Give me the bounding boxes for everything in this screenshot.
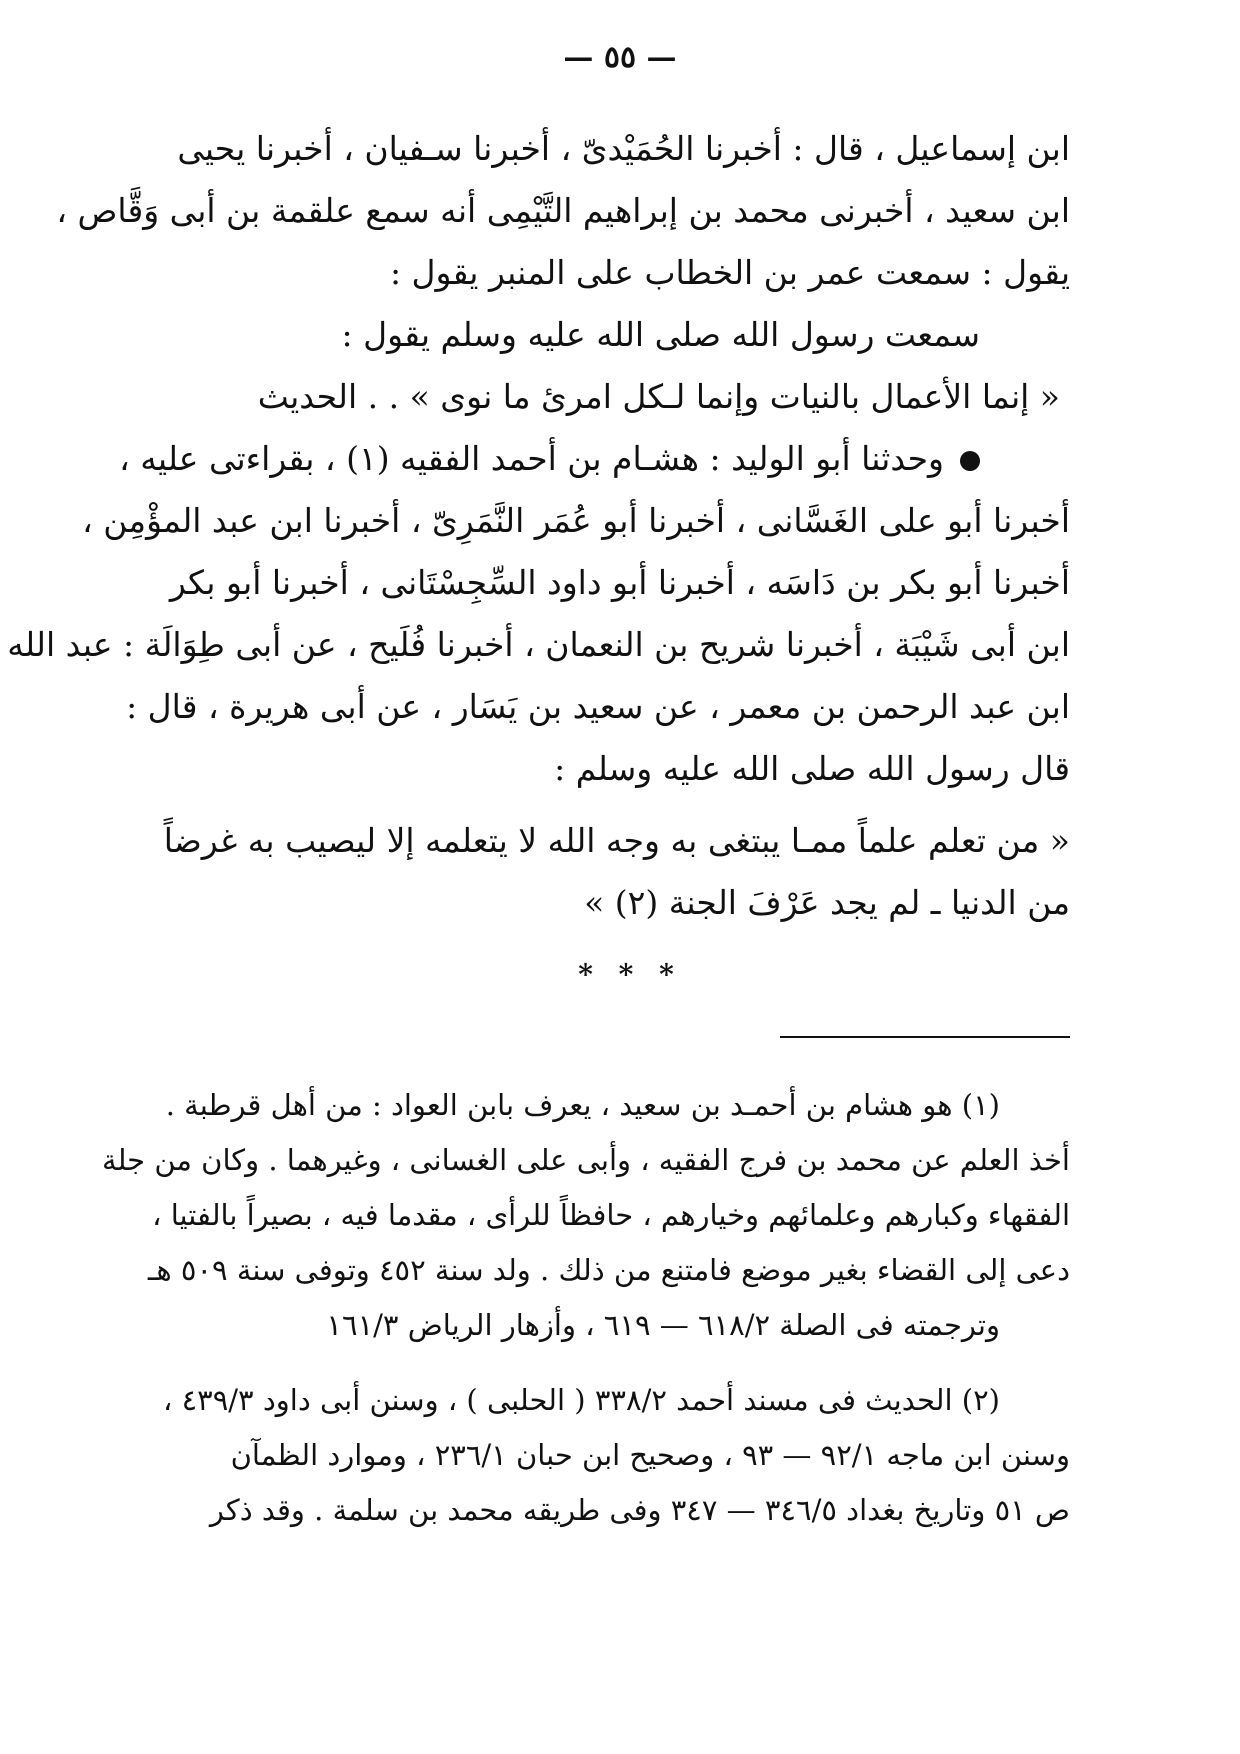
text-line: ابن سعيد ، أخبرنى محمد بن إبراهيم التَّيْمِى أنه سمع علقمة بن أبى وَقَّاص ، — [56, 191, 1070, 230]
footnote-gap — [190, 1353, 1070, 1373]
footnote-line: أخذ العلم عن محمد بن فرج الفقيه ، وأبى على الغسانى ، وغيرهما . وكان من جلة — [102, 1143, 1070, 1177]
text-line: أخبرنا أبو على الغَسَّانى ، أخبرنا أبو عُمَر النَّمَرِىّ ، أخبرنا ابن عبد المؤْمِن ، — [82, 501, 1070, 540]
text-line: يقول : سمعت عمر بن الخطاب على المنبر يقول : — [389, 253, 1070, 292]
footnote-separator — [780, 1036, 1070, 1038]
footnote-line: (١) هو هشام بن أحمـد بن سعيد ، يعرف بابن العواد : من أهل قرطبة . — [165, 1088, 1000, 1122]
hadith-quote-line: « إنما الأعمال بالنيات وإنما لـكل امرئ ما نوى » . . الحديث — [257, 377, 1060, 416]
text-line: قال رسول الله صلى الله عليه وسلم : — [554, 749, 1070, 788]
hadith-quote-line: من الدنيا ـ لم يجد عَرْفَ الجنة (٢) » — [584, 883, 1070, 922]
text-line: سمعت رسول الله صلى الله عليه وسلم يقول : — [341, 315, 980, 354]
footnote-line: وترجمته فى الصلة ٦١٨/٢ — ٦١٩ ، وأزهار الرياض ١٦١/٣ — [326, 1308, 1000, 1342]
hadith-quote-line: « من تعلم علماً ممـا يبتغى به وجه الله لا يتعلمه إلا ليصيب به غرضاً — [163, 821, 1070, 860]
footnote-line: ص ٥١ وتاريخ بغداد ٣٤٦/٥ — ٣٤٧ وفى طريقه محمد بن سلمة . وقد ذكر — [209, 1493, 1070, 1527]
footnotes — [102, 1078, 1070, 1538]
section-divider-stars: * * * — [578, 958, 682, 991]
text-line-content: وحدثنا أبو الوليد : هشـام بن أحمد الفقيه (١) ، بقراءتى عليه ، — [119, 439, 944, 478]
footnote-line: دعى إلى القضاء بغير موضع فامتنع من ذلك . ولد سنة ٤٥٢ وتوفى سنة ٥٠٩ هـ — [147, 1253, 1070, 1287]
page-body — [7, 118, 1070, 1538]
paragraph-hadith-1 — [56, 118, 1070, 428]
footnote-line: (٢) الحديث فى مسند أحمد ٣٣٨/٢ ( الحلبى ) ، وسنن أبى داود ٤٣٩/٣ ، — [162, 1383, 1000, 1417]
text-line: ابن عبد الرحمن بن معمر ، عن سعيد بن يَسَار ، عن أبى هريرة ، قال : — [126, 687, 1070, 726]
footnote-line: الفقهاء وكبارهم وعلمائهم وخيارهم ، حافظاً للرأى ، مقدما فيه ، بصيراً بالفتيا ، — [152, 1198, 1070, 1232]
paragraph-hadith-2 — [7, 428, 1070, 934]
text-line: ابن أبى شَيْبَة ، أخبرنا شريح بن النعمان ، أخبرنا فُلَيح ، عن أبى طِوَالَة : عبد الله — [7, 625, 1070, 664]
text-line: ابن إسماعيل ، قال : أخبرنا الحُمَيْدىّ ، أخبرنا سـفيان ، أخبرنا يحيى — [177, 129, 1070, 168]
text-line: أخبرنا أبو بكر بن دَاسَه ، أخبرنا أبو داود السِّجِسْتَانى ، أخبرنا أبو بكر — [169, 563, 1070, 602]
bullet-icon — [960, 451, 980, 471]
footnote-line: وسنن ابن ماجه ٩٢/١ — ٩٣ ، وصحيح ابن حبان ٢٣٦/١ ، وموارد الظمآن — [230, 1438, 1070, 1472]
footnote-2 — [162, 1373, 1070, 1538]
footnote-1 — [102, 1078, 1070, 1353]
page-number: — ٥٥ — — [563, 40, 677, 75]
text-line — [119, 428, 1070, 490]
